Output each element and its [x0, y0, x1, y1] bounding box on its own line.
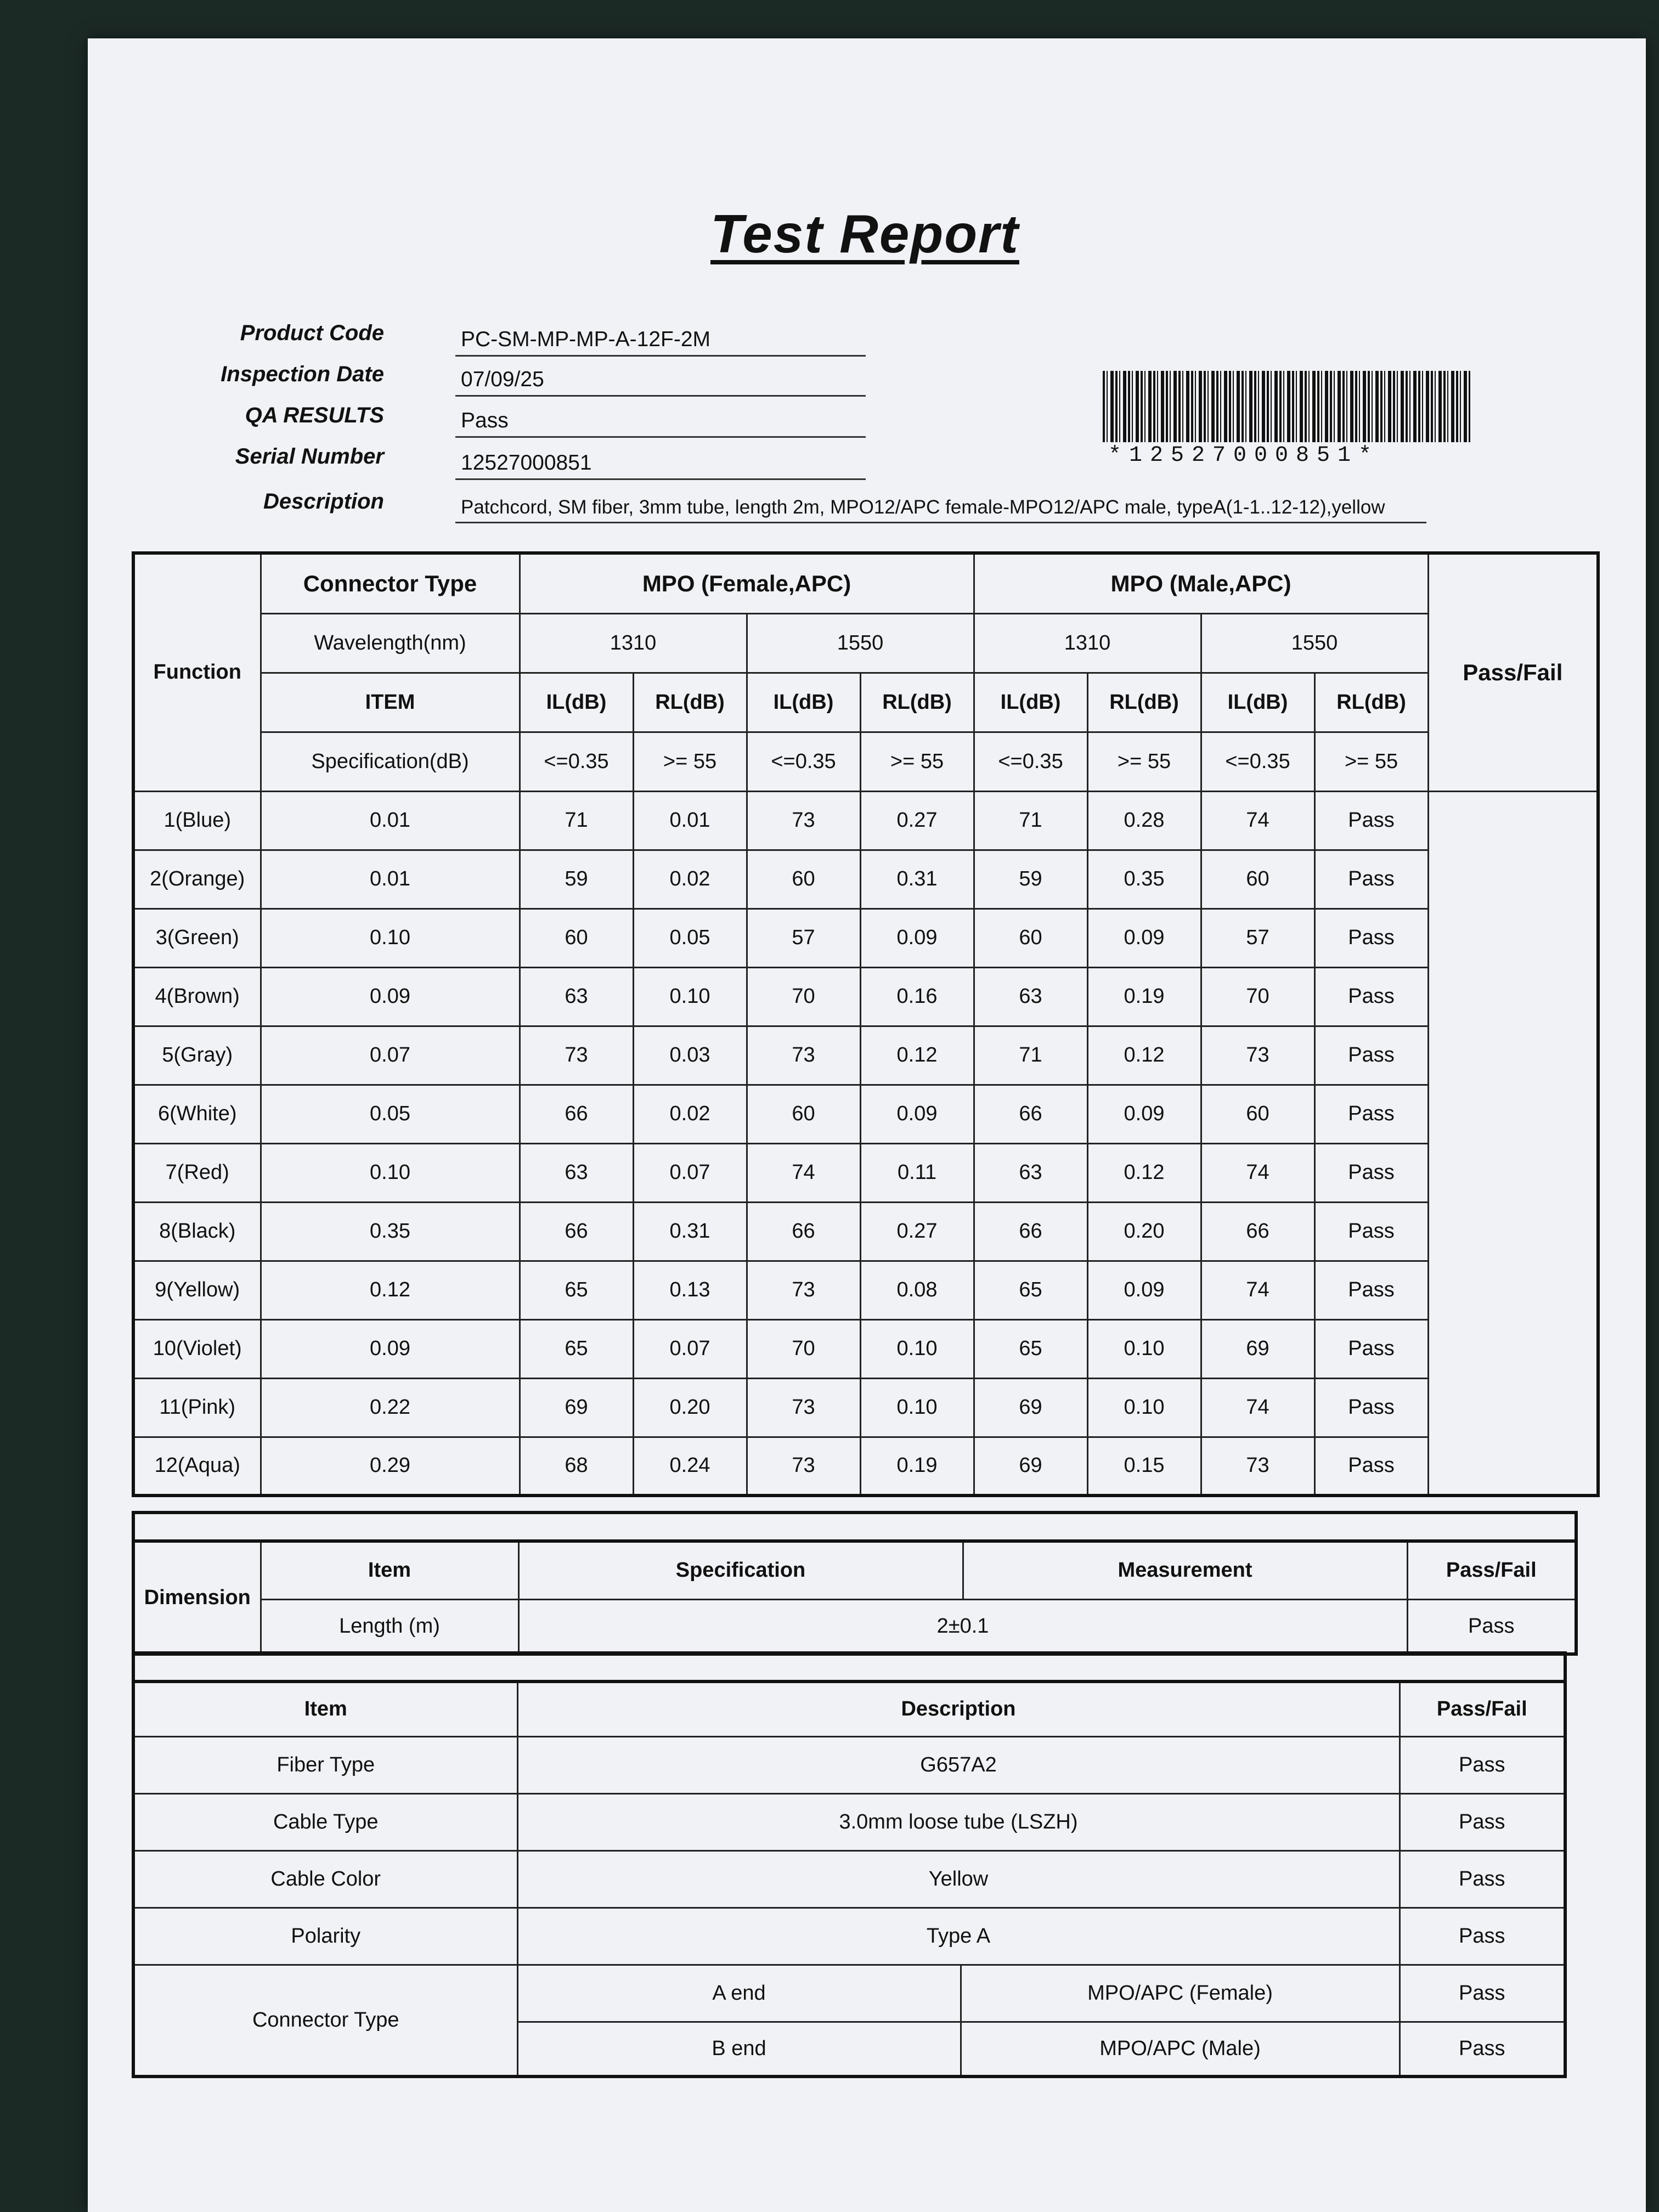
- cable-type-item: Cable Type: [133, 1793, 517, 1850]
- length-spec: 2±0.1: [518, 1599, 1407, 1654]
- fiber-row: [133, 1085, 1598, 1143]
- spec-il: <=0.35: [974, 732, 1087, 791]
- il-header: IL(dB): [1201, 673, 1314, 732]
- il-value: 0.19: [1087, 967, 1201, 1026]
- il-value: 0.27: [860, 791, 974, 850]
- rl-value: 73: [1201, 1437, 1314, 1496]
- spec-rl: >= 55: [860, 732, 974, 791]
- rl-value: 60: [747, 1085, 860, 1143]
- rl-value: 65: [520, 1261, 633, 1319]
- rl-value: 60: [1201, 1085, 1314, 1143]
- il-value: 0.07: [261, 1026, 520, 1085]
- il-value: 0.09: [261, 1319, 520, 1378]
- rl-value: 68: [520, 1437, 633, 1496]
- length-result: Pass: [1407, 1599, 1576, 1654]
- rl-value: 70: [747, 1319, 860, 1378]
- rl-value: 74: [1201, 1378, 1314, 1437]
- cable-type-result: Pass: [1400, 1793, 1565, 1850]
- rl-value: 65: [974, 1319, 1087, 1378]
- barcode-number: *12527000851*: [1108, 443, 1380, 468]
- il-value: 0.02: [633, 1085, 747, 1143]
- inspection-date-value: 07/09/25: [455, 368, 866, 397]
- spec-rl: >= 55: [633, 732, 747, 791]
- qa-results-value: Pass: [455, 409, 866, 438]
- rl-value: 59: [520, 850, 633, 909]
- il-header: IL(dB): [747, 673, 860, 732]
- polarity-item: Polarity: [133, 1908, 517, 1965]
- fiber-result: Pass: [1314, 1085, 1428, 1143]
- rl-value: 63: [974, 967, 1087, 1026]
- il-value: 0.28: [1087, 791, 1201, 850]
- dimension-measurement-header: Measurement: [963, 1541, 1407, 1599]
- il-value: 0.09: [860, 1085, 974, 1143]
- wavelength-header: Wavelength(nm): [261, 613, 520, 673]
- fiber-row: [133, 1143, 1598, 1202]
- il-value: 0.27: [860, 1202, 974, 1261]
- fiber-name: 1(Blue): [133, 791, 261, 850]
- spec-rl: >= 55: [1087, 732, 1201, 791]
- spec-header: Specification(dB): [261, 732, 520, 791]
- il-value: 0.09: [261, 967, 520, 1026]
- rl-header: RL(dB): [1087, 673, 1201, 732]
- il-value: 0.07: [633, 1143, 747, 1202]
- fiber-row: [133, 1378, 1598, 1437]
- b-end-result: Pass: [1400, 2022, 1565, 2076]
- function-section-label: Function: [133, 553, 261, 791]
- attributes-spacer: [133, 1653, 1565, 1681]
- rl-value: 74: [1201, 791, 1314, 850]
- rl-value: 73: [747, 1437, 860, 1496]
- il-value: 0.12: [1087, 1143, 1201, 1202]
- rl-value: 73: [520, 1026, 633, 1085]
- il-value: 0.09: [1087, 1085, 1201, 1143]
- dimension-section-label: Dimension: [133, 1541, 261, 1654]
- il-value: 0.03: [633, 1026, 747, 1085]
- rl-value: 66: [1201, 1202, 1314, 1261]
- fiber-result: Pass: [1314, 1143, 1428, 1202]
- fiber-name: 9(Yellow): [133, 1261, 261, 1319]
- il-value: 0.12: [1087, 1026, 1201, 1085]
- cable-color-item: Cable Color: [133, 1850, 517, 1908]
- wavelength-female-1550: 1550: [747, 613, 974, 673]
- il-value: 0.09: [860, 909, 974, 967]
- il-value: 0.13: [633, 1261, 747, 1319]
- fiber-row: [133, 909, 1598, 967]
- fiber-result: Pass: [1314, 791, 1428, 850]
- spec-rl: >= 55: [1314, 732, 1428, 791]
- fiber-name: 4(Brown): [133, 967, 261, 1026]
- il-value: 0.10: [261, 909, 520, 967]
- attributes-table: [132, 1651, 1567, 2078]
- fiber-name: 10(Violet): [133, 1319, 261, 1378]
- fiber-result: Pass: [1314, 850, 1428, 909]
- fiber-row: [133, 1437, 1598, 1496]
- il-header: IL(dB): [974, 673, 1087, 732]
- spec-il: <=0.35: [520, 732, 633, 791]
- rl-value: 73: [747, 1026, 860, 1085]
- il-value: 0.10: [860, 1319, 974, 1378]
- rl-value: 74: [1201, 1261, 1314, 1319]
- fiber-result: Pass: [1314, 1026, 1428, 1085]
- polarity-description: Type A: [517, 1908, 1400, 1965]
- attributes-description-header: Description: [517, 1681, 1400, 1736]
- rl-value: 71: [520, 791, 633, 850]
- fiber-result: Pass: [1314, 1378, 1428, 1437]
- fiber-name: 11(Pink): [133, 1378, 261, 1437]
- rl-header: RL(dB): [633, 673, 747, 732]
- cable-color-description: Yellow: [517, 1850, 1400, 1908]
- serial-number-label: Serial Number: [235, 444, 384, 469]
- fiber-name: 6(White): [133, 1085, 261, 1143]
- il-value: 0.12: [860, 1026, 974, 1085]
- fiber-row: [133, 791, 1598, 850]
- rl-value: 63: [520, 967, 633, 1026]
- il-value: 0.07: [633, 1319, 747, 1378]
- connector-female-header: MPO (Female,APC): [520, 553, 974, 613]
- rl-header: RL(dB): [1314, 673, 1428, 732]
- attributes-item-header: Item: [133, 1681, 517, 1736]
- serial-number-value: 12527000851: [455, 451, 866, 480]
- rl-value: 73: [1201, 1026, 1314, 1085]
- il-value: 0.01: [261, 850, 520, 909]
- il-value: 0.01: [633, 791, 747, 850]
- fiber-name: 5(Gray): [133, 1026, 261, 1085]
- rl-value: 57: [747, 909, 860, 967]
- rl-value: 59: [974, 850, 1087, 909]
- rl-value: 60: [747, 850, 860, 909]
- rl-value: 63: [974, 1143, 1087, 1202]
- rl-value: 71: [974, 1026, 1087, 1085]
- il-value: 0.11: [860, 1143, 974, 1202]
- il-value: 0.20: [633, 1378, 747, 1437]
- fiber-row: [133, 1319, 1598, 1378]
- wavelength-female-1310: 1310: [520, 613, 747, 673]
- fiber-result: Pass: [1314, 909, 1428, 967]
- il-value: 0.10: [860, 1378, 974, 1437]
- dimension-spec-header: Specification: [518, 1541, 963, 1599]
- il-value: 0.05: [261, 1085, 520, 1143]
- il-value: 0.02: [633, 850, 747, 909]
- rl-value: 71: [974, 791, 1087, 850]
- il-header: IL(dB): [520, 673, 633, 732]
- il-value: 0.19: [860, 1437, 974, 1496]
- il-value: 0.09: [1087, 1261, 1201, 1319]
- dimension-table: [132, 1511, 1578, 1656]
- spec-il: <=0.35: [747, 732, 860, 791]
- polarity-result: Pass: [1400, 1908, 1565, 1965]
- fiber-name: 7(Red): [133, 1143, 261, 1202]
- qa-results-label: QA RESULTS: [245, 403, 384, 427]
- pass-fail-header: Pass/Fail: [1428, 553, 1598, 791]
- rl-value: 60: [1201, 850, 1314, 909]
- dimension-item-header: Item: [261, 1541, 518, 1599]
- product-code-label: Product Code: [240, 321, 384, 345]
- rl-value: 66: [520, 1085, 633, 1143]
- rl-value: 70: [1201, 967, 1314, 1026]
- barcode-image: [1103, 371, 1470, 442]
- rl-value: 66: [974, 1085, 1087, 1143]
- wavelength-male-1550: 1550: [1201, 613, 1428, 673]
- il-value: 0.31: [860, 850, 974, 909]
- rl-value: 65: [520, 1319, 633, 1378]
- rl-value: 73: [747, 1378, 860, 1437]
- fiber-name: 12(Aqua): [133, 1437, 261, 1496]
- il-value: 0.35: [1087, 850, 1201, 909]
- connector-male-header: MPO (Male,APC): [974, 553, 1428, 613]
- length-item: Length (m): [261, 1599, 518, 1654]
- cable-color-result: Pass: [1400, 1850, 1565, 1908]
- a-end-result: Pass: [1400, 1965, 1565, 2022]
- rl-value: 60: [520, 909, 633, 967]
- a-end-value: MPO/APC (Female): [961, 1965, 1400, 2022]
- dimension-spacer: [133, 1513, 1576, 1541]
- fiber-row: [133, 967, 1598, 1026]
- product-code-value: PC-SM-MP-MP-A-12F-2M: [455, 328, 866, 357]
- il-value: 0.12: [261, 1261, 520, 1319]
- rl-value: 74: [747, 1143, 860, 1202]
- a-end-label: A end: [517, 1965, 961, 2022]
- il-value: 0.10: [633, 967, 747, 1026]
- rl-value: 66: [747, 1202, 860, 1261]
- rl-value: 66: [520, 1202, 633, 1261]
- fiber-row: [133, 850, 1598, 909]
- il-value: 0.15: [1087, 1437, 1201, 1496]
- fiber-row: [133, 1202, 1598, 1261]
- connector-type-item: Connector Type: [133, 1965, 517, 2076]
- il-value: 0.05: [633, 909, 747, 967]
- il-value: 0.01: [261, 791, 520, 850]
- rl-value: 74: [1201, 1143, 1314, 1202]
- rl-value: 63: [520, 1143, 633, 1202]
- rl-value: 60: [974, 909, 1087, 967]
- il-value: 0.10: [261, 1143, 520, 1202]
- il-value: 0.29: [261, 1437, 520, 1496]
- il-value: 0.22: [261, 1378, 520, 1437]
- il-value: 0.35: [261, 1202, 520, 1261]
- item-header: ITEM: [261, 673, 520, 732]
- il-value: 0.10: [1087, 1378, 1201, 1437]
- il-value: 0.31: [633, 1202, 747, 1261]
- cable-type-description: 3.0mm loose tube (LSZH): [517, 1793, 1400, 1850]
- il-value: 0.09: [1087, 909, 1201, 967]
- fiber-row: [133, 1261, 1598, 1319]
- b-end-value: MPO/APC (Male): [961, 2022, 1400, 2076]
- rl-value: 69: [520, 1378, 633, 1437]
- dimension-pass-fail-header: Pass/Fail: [1407, 1541, 1576, 1599]
- fiber-name: 2(Orange): [133, 850, 261, 909]
- fiber-name: 8(Black): [133, 1202, 261, 1261]
- wavelength-male-1310: 1310: [974, 613, 1201, 673]
- b-end-label: B end: [517, 2022, 961, 2076]
- il-value: 0.20: [1087, 1202, 1201, 1261]
- inspection-date-label: Inspection Date: [221, 362, 384, 386]
- fiber-result: Pass: [1314, 967, 1428, 1026]
- il-value: 0.24: [633, 1437, 747, 1496]
- connector-type-header: Connector Type: [261, 553, 520, 613]
- fiber-result: Pass: [1314, 1437, 1428, 1496]
- rl-value: 73: [747, 1261, 860, 1319]
- attributes-pass-fail-header: Pass/Fail: [1400, 1681, 1565, 1736]
- rl-value: 69: [974, 1437, 1087, 1496]
- rl-value: 69: [974, 1378, 1087, 1437]
- fiber-type-result: Pass: [1400, 1736, 1565, 1793]
- il-value: 0.16: [860, 967, 974, 1026]
- rl-value: 65: [974, 1261, 1087, 1319]
- il-value: 0.10: [1087, 1319, 1201, 1378]
- rl-value: 73: [747, 791, 860, 850]
- rl-value: 70: [747, 967, 860, 1026]
- fiber-type-item: Fiber Type: [133, 1736, 517, 1793]
- rl-value: 57: [1201, 909, 1314, 967]
- report-title: Test Report: [710, 204, 1019, 264]
- fiber-result: Pass: [1314, 1202, 1428, 1261]
- fiber-type-description: G657A2: [517, 1736, 1400, 1793]
- fiber-result: Pass: [1314, 1261, 1428, 1319]
- il-value: 0.08: [860, 1261, 974, 1319]
- description-label: Description: [263, 489, 384, 514]
- rl-value: 69: [1201, 1319, 1314, 1378]
- fiber-result: Pass: [1314, 1319, 1428, 1378]
- rl-header: RL(dB): [860, 673, 974, 732]
- fiber-row: [133, 1026, 1598, 1085]
- function-table: [132, 551, 1600, 1497]
- fiber-name: 3(Green): [133, 909, 261, 967]
- rl-value: 66: [974, 1202, 1087, 1261]
- description-value: Patchcord, SM fiber, 3mm tube, length 2m, MPO12/APC female-MPO12/APC male, typeA(1-1..12-12),yellow: [455, 496, 1426, 523]
- spec-il: <=0.35: [1201, 732, 1314, 791]
